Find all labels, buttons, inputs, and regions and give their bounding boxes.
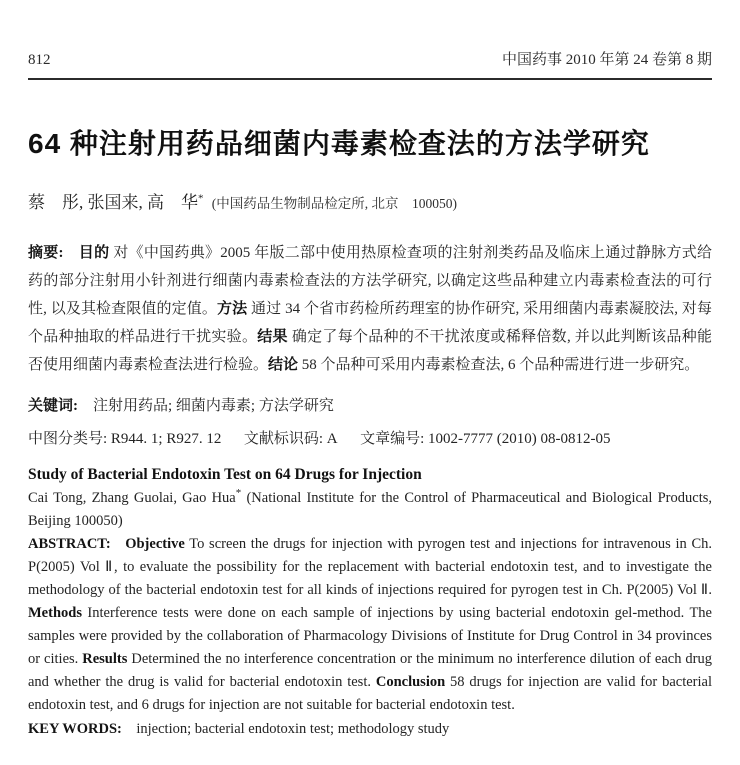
keywords-separator-cn: [78, 398, 93, 414]
abstract-cn: [28, 239, 712, 379]
text-segment: Determined the no interference concentration or the minimum no interference dilution of each drug and whether the drug is valid for bacterial endotoxin test.: [28, 651, 712, 690]
classification-line: [28, 427, 712, 448]
keywords-label-en: KEY WORDS:: [28, 721, 122, 737]
text-segment: 58 个品种可采用内毒素检查法, 6 个品种需进行进一步研究。: [298, 357, 700, 373]
text-segment: 1002-7777 (2010) 08-0812-05: [424, 431, 611, 447]
keywords-en: [28, 718, 712, 741]
author-names-en: Cai Tong, Zhang Guolai, Gao Hua: [28, 490, 236, 506]
english-section: [28, 464, 712, 741]
text-segment: 方法: [216, 301, 248, 317]
running-head: [28, 0, 712, 80]
text-segment: 摘要:: [28, 245, 64, 261]
text-segment: To screen the drugs for injection with pyrogen test and injections for intravenous in Ch. P(2005) Vol Ⅱ, to evaluate the possibility for the replacement with bacterial endotoxin test, and to investigate the methodology of the bacterial endotoxin test for all kinds of injections required for pyrogen test in Ch. P(2005) Vol Ⅱ.: [28, 536, 712, 598]
text-segment: [338, 431, 361, 447]
author-footnote-mark-en: *: [235, 487, 242, 500]
keywords-separator-en: [122, 721, 137, 737]
author-names-cn: 蔡 彤, 张国来, 高 华: [28, 193, 198, 212]
journal-info: 中国药事 2010 年第 24 卷第 8 期: [501, 52, 712, 68]
text-segment: 58 drugs for injection are valid for bacterial endotoxin test, and 6 drugs for injection are not suitable for bacterial endotoxin test.: [28, 674, 712, 713]
text-segment: 结论: [268, 357, 299, 373]
text-segment: 通过 34 个省市药检所药理室的协作研究, 采用细菌内毒素凝胶法, 对每个品种抽取的样品进行干扰实验。: [28, 301, 712, 345]
text-segment: 对《中国药典》2005 年版二部中使用热原检查项的注射剂类药品及临床上通过静脉方式给药的部分注射用小针剂进行细菌内毒素检查法的方法学研究, 以确定这些品种建立内毒素检查法的可行性, 以及其检查限值的定值。: [28, 245, 712, 317]
authors-line-en: [28, 487, 712, 533]
text-segment: [64, 245, 79, 261]
author-footnote-mark: *: [198, 192, 204, 205]
text-segment: Conclusion: [375, 674, 446, 690]
keywords-text-cn: 注射用药品; 细菌内毒素; 方法学研究: [93, 398, 334, 414]
keywords-label-cn: 关键词:: [28, 398, 78, 414]
text-segment: Methods: [28, 605, 82, 621]
text-segment: A: [323, 431, 338, 447]
page-number: 812: [28, 52, 51, 68]
keywords-text-en: injection; bacterial endotoxin test; methodology study: [136, 721, 450, 737]
text-segment: [111, 536, 126, 552]
author-affiliation-en: (National Institute for the Control of Pharmaceutical and Biological Products, Beijing 100050): [28, 490, 712, 529]
keywords-cn: [28, 394, 712, 415]
article-title-en: Study of Bacterial Endotoxin Test on 64 Drugs for Injection: [28, 466, 422, 483]
text-segment: ABSTRACT:: [28, 536, 111, 552]
text-segment: 确定了每个品种的不干扰浓度或稀释倍数, 并以此判断该品种能否使用细菌内毒素检查法进行检验。: [28, 329, 712, 373]
authors-line-cn: [28, 188, 712, 213]
text-segment: 文章编号:: [360, 431, 425, 447]
author-affiliation-cn: (中国药品生物制品检定所, 北京 100050): [211, 196, 457, 211]
text-segment: 结果: [257, 329, 288, 345]
text-segment: 中图分类号:: [28, 431, 108, 447]
text-segment: R944. 1; R927. 12: [107, 431, 222, 447]
text-segment: Results: [82, 651, 128, 667]
text-segment: [221, 431, 244, 447]
text-segment: 目的: [78, 245, 110, 261]
abstract-en: [28, 533, 712, 717]
text-segment: Interference tests were done on each sample of injections by using bacterial endotoxin gel-method. The samples were provided by the collaboration of Pharmacology Divisions of Institute for Drug Control in 34 provinces or cities.: [28, 605, 712, 667]
text-segment: Objective: [125, 536, 185, 552]
article-title-cn: 64 种注射用药品细菌内毒素检查法的方法学研究: [28, 128, 650, 159]
text-segment: 文献标识码:: [243, 431, 324, 447]
